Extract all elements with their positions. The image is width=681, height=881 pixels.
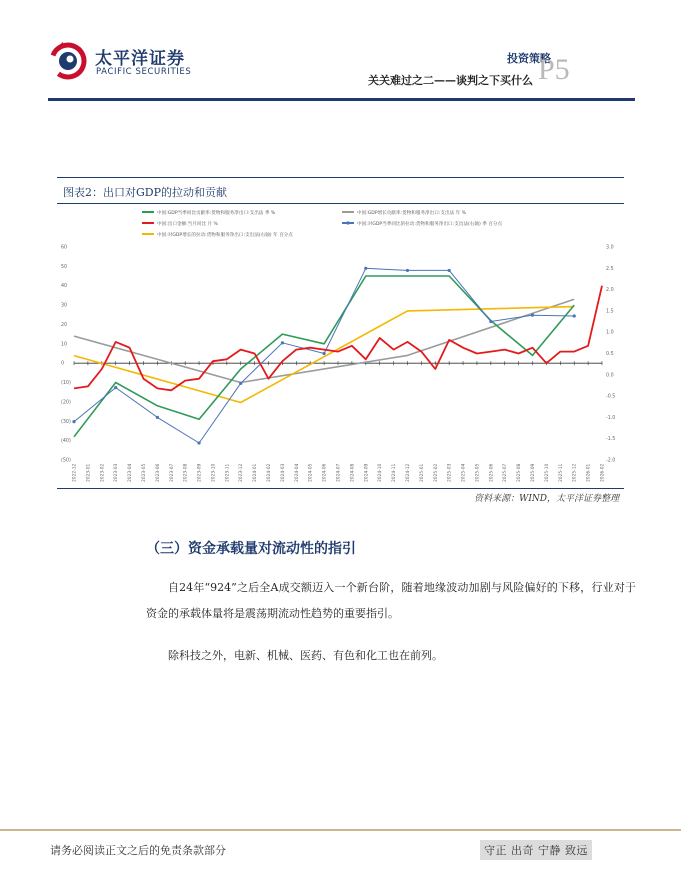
y-right-tick-label: -1.0	[606, 415, 616, 421]
company-logo-icon	[48, 40, 88, 80]
x-tick-label: 2024-03	[280, 463, 286, 482]
x-tick-label: 2024-07	[336, 463, 342, 482]
figure-top-rule	[57, 177, 624, 178]
export-gdp-chart	[57, 204, 624, 488]
brand-name-en: PACIFIC SECURITIES	[96, 67, 192, 77]
x-tick-label: 2023-06	[155, 463, 161, 482]
y-left-tick-label: (30)	[61, 419, 71, 425]
series-line	[74, 286, 602, 391]
data-point	[573, 314, 576, 317]
legend-label: 中国:对GDP当季同比的拉动:货物和服务净出口:支出法(右轴) 季 百分点	[357, 222, 503, 227]
chart-legend	[142, 209, 502, 238]
report-section-name: 投资策略	[507, 52, 551, 65]
data-point	[364, 267, 367, 270]
x-tick-label: 2023-10	[211, 463, 217, 482]
x-tick-label: 2024-12	[405, 463, 411, 482]
data-point	[114, 386, 117, 389]
y-left-tick-label: 0	[61, 361, 65, 367]
y-left-tick-label: 30	[61, 303, 68, 309]
header-divider	[48, 98, 635, 101]
y-right-tick-label: -2.0	[606, 458, 616, 464]
x-tick-label: 2023-11	[225, 463, 231, 482]
section-heading: （三）资金承载量对流动性的指引	[146, 541, 356, 557]
data-point	[531, 314, 534, 317]
data-point	[239, 382, 242, 385]
x-tick-label: 2025-02	[433, 463, 439, 482]
y-right-tick-label: -1.5	[606, 437, 616, 443]
x-tick-label: 2024-11	[392, 463, 398, 482]
x-tick-label: 2025-06	[489, 463, 495, 482]
brand-name-cn: 太平洋证券	[95, 49, 185, 69]
y-right-tick-label: 0.5	[606, 352, 614, 357]
x-tick-label: 2024-08	[350, 463, 356, 482]
x-tick-label: 2023-07	[169, 463, 175, 482]
y-left-tick-label: (20)	[61, 400, 71, 406]
series-line	[74, 299, 574, 382]
x-tick-label: 2025-01	[419, 463, 425, 482]
x-tick-label: 2025-09	[531, 463, 537, 482]
y-left-tick-label: 20	[61, 322, 68, 328]
x-tick-label: 2023-01	[86, 463, 92, 482]
y-right-tick-label: 1.5	[606, 309, 614, 315]
series-line	[74, 268, 574, 443]
x-tick-label: 2024-06	[322, 463, 328, 482]
page-number: P5	[538, 53, 570, 86]
data-point	[489, 320, 492, 323]
chart-axes	[61, 245, 615, 483]
x-tick-label: 2024-05	[308, 463, 314, 482]
y-right-tick-label: 2.5	[606, 266, 614, 272]
x-tick-label: 2023-03	[114, 463, 120, 482]
figure-bottom-rule	[57, 488, 624, 489]
x-tick-label: 2024-01	[253, 463, 259, 482]
x-tick-label: 2025-05	[475, 463, 481, 482]
y-right-tick-label: 2.0	[606, 288, 614, 294]
x-tick-label: 2024-04	[294, 463, 300, 482]
x-tick-label: 2025-03	[447, 463, 453, 482]
footer-divider	[0, 829, 681, 831]
y-right-tick-label: 3.0	[606, 245, 614, 251]
y-left-tick-label: (40)	[61, 439, 71, 445]
data-point	[448, 269, 451, 272]
figure-source: 资料来源：WIND，太平洋证券整理	[474, 494, 619, 504]
chart-series	[72, 267, 602, 445]
x-tick-label: 2024-02	[267, 463, 273, 482]
x-tick-label: 2022-12	[72, 463, 78, 482]
y-right-tick-label: -0.5	[606, 394, 616, 400]
data-point	[72, 420, 75, 423]
y-left-tick-label: 10	[61, 342, 68, 348]
x-tick-label: 2026-02	[600, 463, 606, 482]
y-left-tick-label: 50	[61, 264, 68, 270]
footer-disclaimer: 请务必阅读正文之后的免责条款部分	[50, 844, 226, 857]
x-tick-label: 2024-10	[378, 463, 384, 482]
x-tick-label: 2023-09	[197, 463, 203, 482]
data-point	[156, 416, 159, 419]
report-title: 关关难过之二——谈判之下买什么	[368, 74, 533, 87]
x-tick-label: 2023-02	[100, 463, 106, 482]
x-tick-label: 2025-08	[517, 463, 523, 482]
x-tick-label: 2025-10	[544, 463, 550, 482]
y-right-tick-label: 1.0	[606, 330, 614, 336]
x-tick-label: 2025-04	[461, 463, 467, 482]
legend-label: 中国:对GDP增长的拉动:货物和服务净出口:支出法(右轴) 年 百分点	[157, 233, 293, 238]
data-point	[406, 269, 409, 272]
legend-label: 中国:出口金额:当月同比 月 %	[157, 222, 218, 227]
legend-marker	[346, 221, 349, 224]
y-left-tick-label: (50)	[61, 458, 71, 464]
y-left-tick-label: 60	[61, 245, 68, 251]
x-tick-label: 2026-01	[586, 463, 592, 482]
x-tick-label: 2023-05	[141, 463, 147, 482]
data-point	[323, 352, 326, 355]
figure-title: 图表2：出口对GDP的拉动和贡献	[63, 186, 228, 199]
x-tick-label: 2023-12	[239, 463, 245, 482]
body-paragraph: 除科技之外，电新、机械、医药、有色和化工也在前列。	[168, 649, 443, 662]
x-tick-label: 2025-07	[503, 463, 509, 482]
x-tick-label: 2025-12	[572, 463, 578, 482]
x-tick-label: 2025-11	[558, 463, 564, 482]
x-tick-label: 2023-08	[183, 463, 189, 482]
y-left-tick-label: 40	[61, 284, 68, 290]
legend-label: 中国:GDP增长贡献率:货物和服务净出口:支出法 年 %	[357, 211, 467, 216]
legend-label: 中国:GDP当季同比贡献率:货物和服务净出口:支出法 季 %	[157, 211, 276, 216]
x-tick-label: 2024-09	[364, 463, 370, 482]
footer-motto: 守正 出奇 宁静 致远	[480, 840, 592, 860]
y-right-tick-label: 0.0	[606, 373, 614, 379]
y-left-tick-label: (10)	[61, 381, 71, 387]
data-point	[281, 341, 284, 344]
body-paragraph: 自24年“924”之后全A成交额迈入一个新台阶，随着地缘波动加剧与风险偏好的下移，行业对于资金的承载体量将是震荡期流动性趋势的重要指引。	[146, 581, 636, 620]
x-tick-label: 2023-04	[128, 463, 134, 482]
data-point	[197, 441, 200, 444]
